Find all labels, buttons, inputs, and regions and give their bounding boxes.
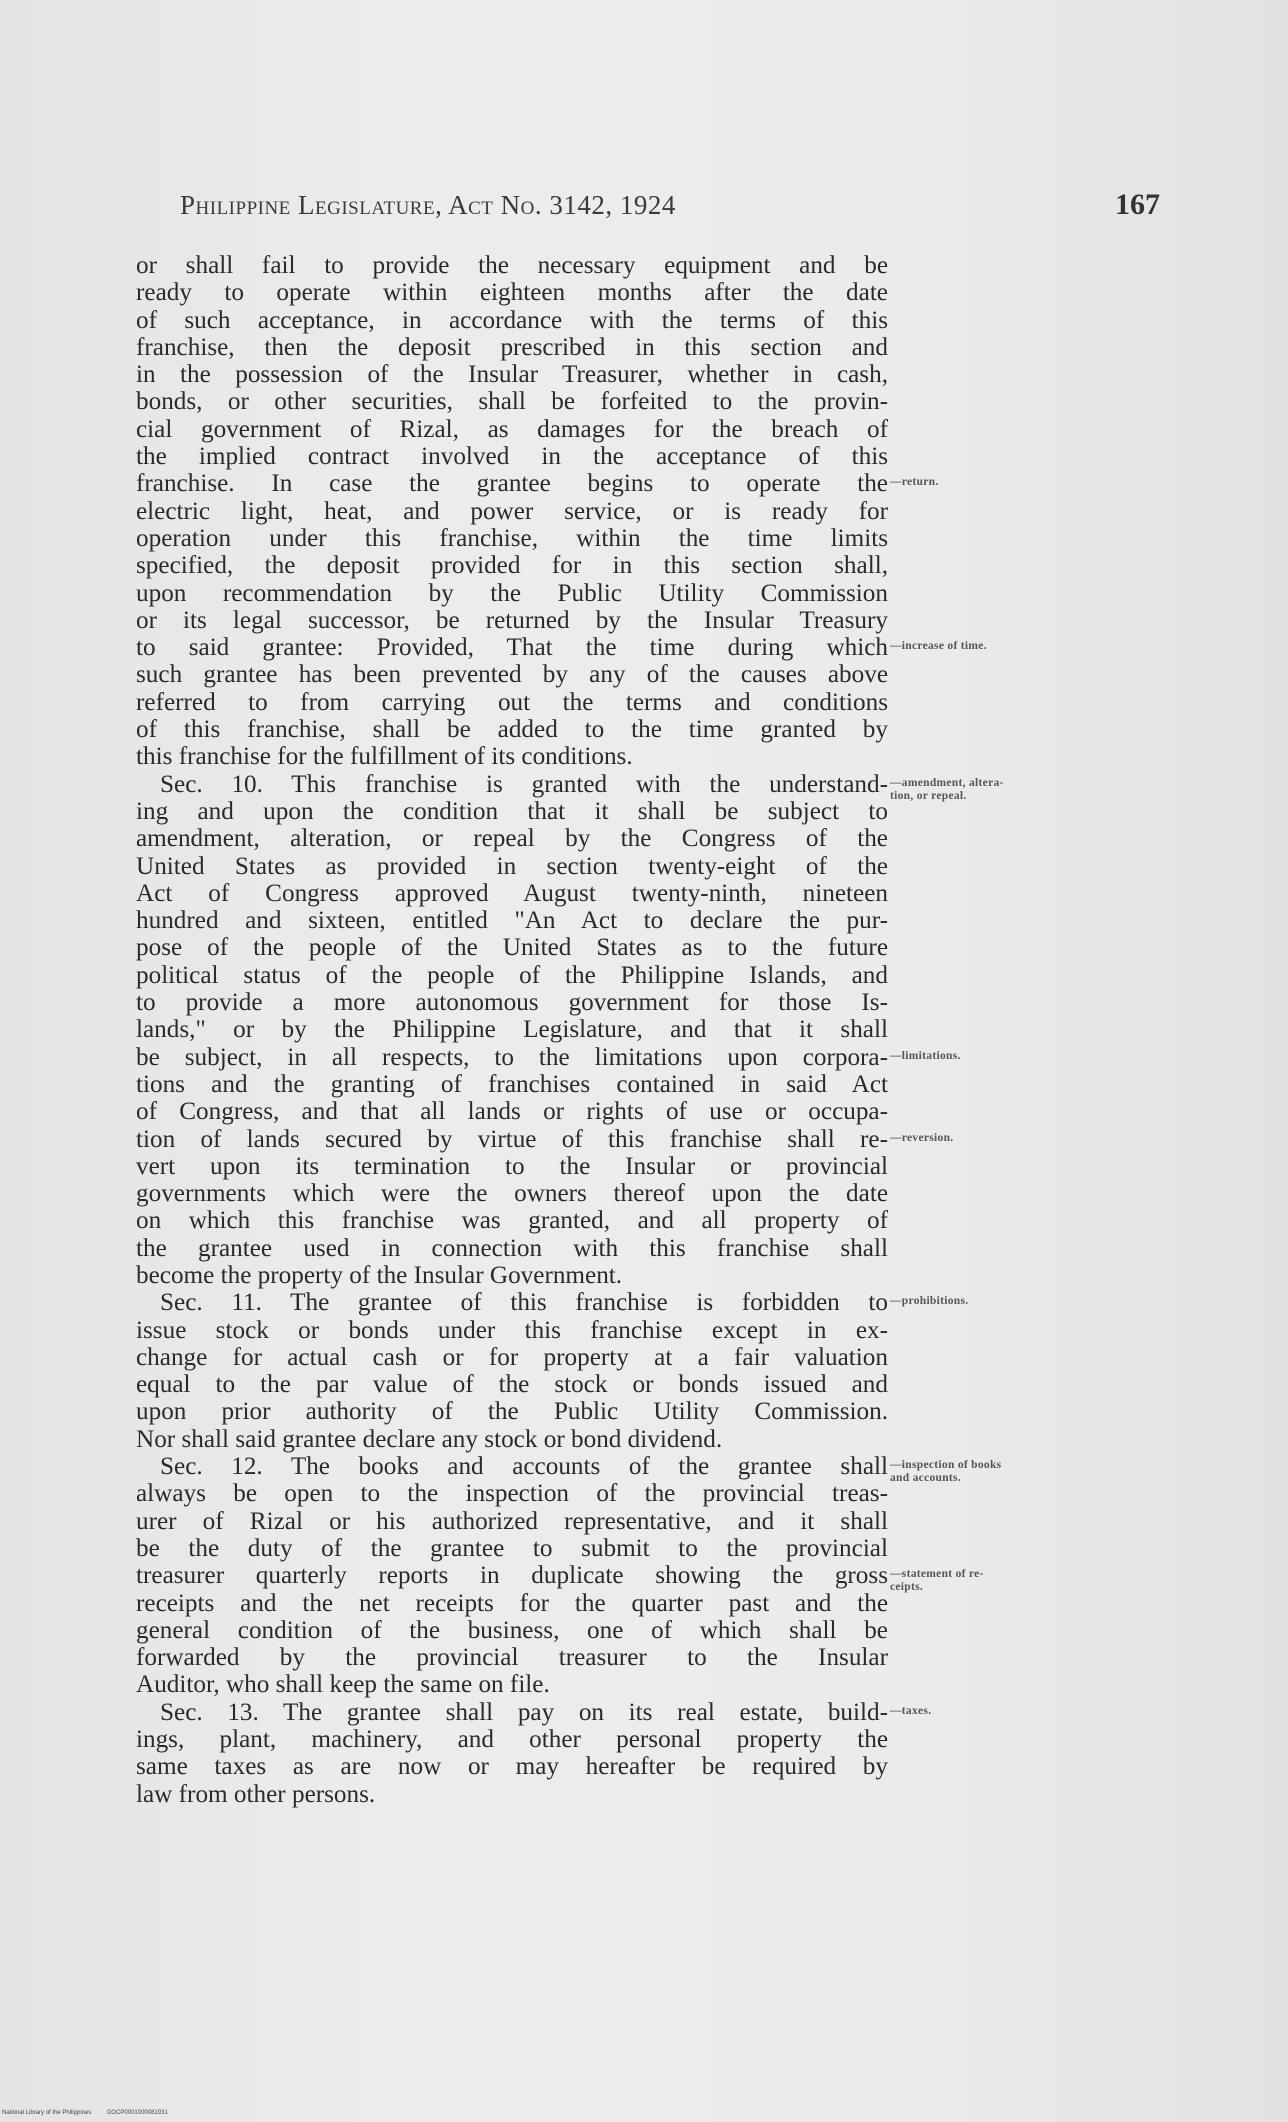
body-line: of Congress, and that all lands or rights of use or occupa-	[136, 1098, 888, 1126]
body-line: Auditor, who shall keep the same on file.	[136, 1671, 550, 1699]
margin-note: —amendment, altera- tion, or repeal.	[890, 776, 1004, 802]
body-line: on which this franchise was granted, and all property of	[136, 1207, 888, 1235]
body-line: electric light, heat, and power service, or is ready for	[136, 497, 888, 525]
footer-id: DOCP0001000081931	[107, 2110, 168, 2116]
margin-note: —prohibitions.	[890, 1295, 969, 1308]
body-line: general condition of the business, one of which shall be	[136, 1616, 888, 1644]
body-line: operation under this franchise, within the time limits	[136, 524, 888, 552]
body-line: Sec. 11. The grantee of this franchise is forbidden to	[160, 1289, 888, 1317]
body-line: United States as provided in section twenty-eight of the	[136, 852, 888, 880]
body-line: bonds, or other securities, shall be forfeited to the provin-	[136, 388, 888, 416]
body-line: receipts and the net receipts for the quarter past and the	[136, 1589, 888, 1617]
page-footer	[2, 2110, 182, 2116]
body-line: issue stock or bonds under this franchise except in ex-	[136, 1316, 888, 1344]
body-line: amendment, alteration, or repeal by the Congress of the	[136, 825, 888, 853]
margin-note: —limitations.	[890, 1049, 961, 1062]
running-head: Philippine Legislature, Act No. 3142, 1924	[180, 190, 676, 220]
body-line: of this franchise, shall be added to the time granted by	[136, 716, 888, 744]
body-line: this franchise for the fulfillment of its conditions.	[136, 743, 633, 771]
body-line: Act of Congress approved August twenty-ninth, nineteen	[136, 879, 888, 907]
body-line: specified, the deposit provided for in this section shall,	[136, 552, 888, 580]
body-line: upon recommendation by the Public Utility Commission	[136, 579, 888, 607]
body-line: cial government of Rizal, as damages for the breach of	[136, 415, 888, 443]
body-line: pose of the people of the United States as to the future	[136, 934, 888, 962]
body-line: to provide a more autonomous government for those Is-	[136, 989, 888, 1017]
margin-note: —inspection of books and accounts.	[890, 1459, 1002, 1485]
page-number: 167	[1115, 188, 1160, 221]
margin-note: —statement of re- ceipts.	[890, 1568, 984, 1594]
body-line: political status of the people of the Philippine Islands, and	[136, 961, 888, 989]
body-line: to said grantee: Provided, That the time during which	[136, 634, 888, 662]
margin-note: —return.	[890, 476, 939, 489]
body-line: become the property of the Insular Government.	[136, 1261, 623, 1289]
body-line: tion of lands secured by virtue of this franchise shall re-	[136, 1125, 888, 1153]
body-line: change for actual cash or for property at a fair valuation	[136, 1343, 888, 1371]
body-line: be the duty of the grantee to submit to the provincial	[136, 1534, 888, 1562]
body-line: lands," or by the Philippine Legislature, and that it shall	[136, 1016, 888, 1044]
body-line: such grantee has been prevented by any of the causes above	[136, 661, 888, 689]
body-line: Nor shall said grantee declare any stock or bond dividend.	[136, 1425, 723, 1453]
body-line: Sec. 10. This franchise is granted with the understand-	[160, 770, 888, 798]
body-line: or shall fail to provide the necessary equipment and be	[136, 252, 888, 279]
body-line: franchise, then the deposit prescribed in this section and	[136, 333, 888, 361]
body-text	[136, 252, 888, 1808]
body-line: ing and upon the condition that it shall be subject to	[136, 797, 888, 825]
body-line: Sec. 12. The books and accounts of the grantee shall	[160, 1453, 888, 1481]
body-line: same taxes as are now or may hereafter be required by	[136, 1753, 888, 1781]
body-line: franchise. In case the grantee begins to operate the	[136, 470, 888, 498]
body-line: the grantee used in connection with this franchise shall	[136, 1234, 888, 1262]
body-line: equal to the par value of the stock or bonds issued and	[136, 1371, 888, 1399]
page-header	[180, 190, 1160, 234]
body-line: tions and the granting of franchises contained in said Act	[136, 1070, 888, 1098]
body-line: vert upon its termination to the Insular or provincial	[136, 1152, 888, 1180]
body-line: governments which were the owners thereof upon the date	[136, 1180, 888, 1208]
body-line: upon prior authority of the Public Utility Commission.	[136, 1398, 888, 1426]
body-line: ready to operate within eighteen months after the date	[136, 279, 888, 307]
body-line: referred to from carrying out the terms and conditions	[136, 688, 888, 716]
margin-note: —taxes.	[890, 1704, 932, 1717]
body-line: the implied contract involved in the acceptance of this	[136, 443, 888, 471]
body-line: treasurer quarterly reports in duplicate showing the gross	[136, 1562, 888, 1590]
body-line: of such acceptance, in accordance with the terms of this	[136, 306, 888, 334]
footer-library: National Library of the Philippines	[2, 2110, 92, 2116]
body-line: forwarded by the provincial treasurer to the Insular	[136, 1644, 888, 1672]
body-line: in the possession of the Insular Treasurer, whether in cash,	[136, 361, 888, 389]
body-line: or its legal successor, be returned by the Insular Treasury	[136, 606, 888, 634]
body-line: hundred and sixteen, entitled "An Act to declare the pur-	[136, 907, 888, 935]
body-line: always be open to the inspection of the provincial treas-	[136, 1480, 888, 1508]
body-line: law from other persons.	[136, 1780, 376, 1808]
body-line: be subject, in all respects, to the limitations upon corpora-	[136, 1043, 888, 1071]
body-line: Sec. 13. The grantee shall pay on its real estate, build-	[160, 1698, 888, 1726]
body-line: urer of Rizal or his authorized representative, and it shall	[136, 1507, 888, 1535]
body-line: ings, plant, machinery, and other personal property the	[136, 1726, 888, 1754]
margin-note: —reversion.	[890, 1131, 954, 1144]
margin-note: —increase of time.	[890, 640, 987, 653]
